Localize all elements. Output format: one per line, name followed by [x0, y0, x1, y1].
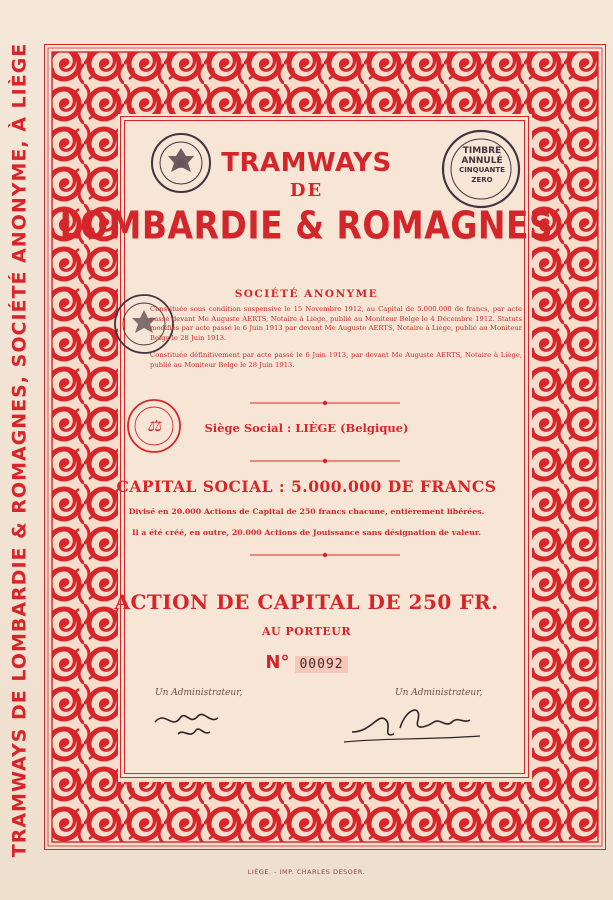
svg-text:⚖: ⚖ [146, 416, 162, 435]
signature-right [342, 698, 482, 750]
side-margin-text: TRAMWAYS DE LOMBARDIE & ROMAGNES, SOCIÉTÉ ANONYME, À LIÈGE [8, 42, 30, 858]
jouissance-note: Il a été créé, en outre, 20.000 Actions de Jouissance sans désignation de valeur. [131, 528, 481, 537]
divider [250, 552, 400, 558]
admin-left-label: Un Administrateur, [155, 688, 243, 698]
company-form: SOCIÉTÉ ANONYME [234, 288, 379, 300]
certificate-number-row [0, 652, 613, 673]
number-label: N° [265, 652, 290, 673]
printer-credit: LIÈGE. - IMP. CHARLES DESOER. [247, 868, 366, 876]
legal-text-1: Constituée sous condition suspensive le 15 Novembre 1912, au Capital de 5.000.000 de francs, par acte passé devant Me Auguste AERTS, Notaire à Liège, publié au Moniteur Belge le 4 Décembre 1912. Statuts modifiés par acte passé le 6 Juin 1913 par devant Me Auguste AERTS, Notaire à Liège, publié au Moniteur Belge le 28 Juin 1913. [150, 305, 522, 342]
bearer-label: AU PORTEUR [261, 625, 352, 638]
company-name: LOMBARDIE & ROMAGNES [59, 203, 554, 248]
admin-right-label: Un Administrateur, [395, 688, 483, 698]
certificate-number: 00092 [295, 656, 347, 673]
share-type: ACTION DE CAPITAL DE 250 FR. [114, 590, 499, 614]
division-note: Divisé en 20.000 Actions de Capital de 250 francs chacune, entièrement libérées. [128, 507, 485, 516]
registered-office: Siège Social : LIÈGE (Belgique) [204, 421, 409, 435]
divider [250, 400, 400, 406]
right-stamp-text: TIMBRE ANNULÉ CINQUANTE ZERO [459, 146, 505, 184]
title-tramways: TRAMWAYS [221, 148, 392, 178]
share-capital: CAPITAL SOCIAL : 5.000.000 DE FRANCS [116, 477, 497, 496]
legal-text-2: Constituée définitivement par acte passé le 6 Juin 1913, par devant Me Auguste AERTS, Notaire à Liège, publié au Moniteur Belge le 28 Juin 1913. [150, 351, 522, 369]
title-de: DE [289, 180, 324, 201]
divider [250, 458, 400, 464]
signature-left [150, 700, 240, 750]
